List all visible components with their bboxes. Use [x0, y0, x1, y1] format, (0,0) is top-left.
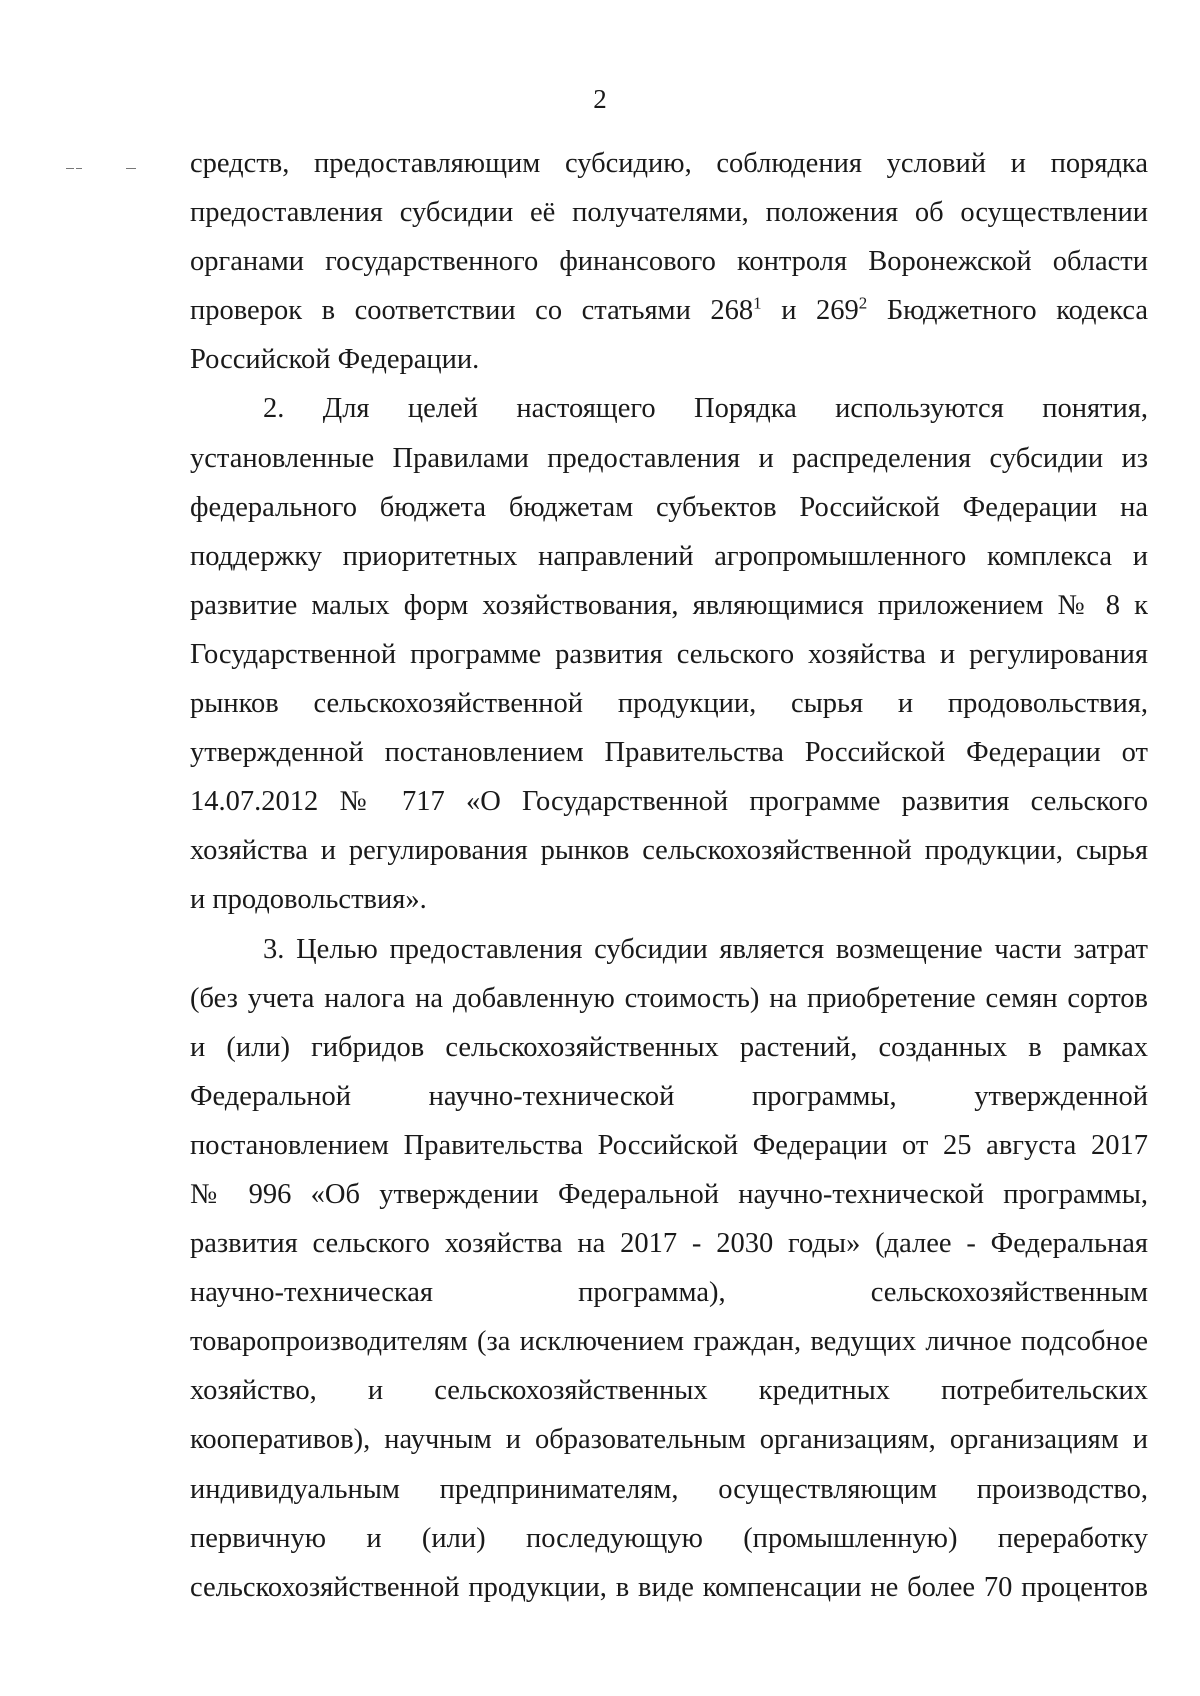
- text-line: проверок в соответствии со статьями $268^1$ и $269^2$ Бюджетного кодекса: [190, 293, 1148, 327]
- text-line: 14.07.2012 № 717 «О Государственной программе развития сельского: [190, 786, 1148, 818]
- document-body: [190, 139, 1148, 1612]
- text-line: (без учета налога на добавленную стоимость) на приобретение семян сортов: [190, 982, 1148, 1014]
- text-line: научно-техническая программа), сельскохозяйственным: [190, 1277, 1148, 1309]
- text-line: установленные Правилами предоставления и распределения субсидии из: [190, 442, 1148, 474]
- text-line: Государственной программе развития сельского хозяйства и регулирования: [190, 638, 1148, 670]
- text-line: 2. Для целей настоящего Порядка используются понятия,: [263, 393, 1148, 425]
- text-line: федерального бюджета бюджетам субъектов Российской Федерации на: [190, 491, 1148, 523]
- text-line: и (или) гибридов сельскохозяйственных растений, созданных в рамках: [190, 1031, 1148, 1063]
- text-line: постановлением Правительства Российской Федерации от 25 августа 2017: [190, 1129, 1148, 1161]
- text-line: и продовольствия».: [190, 884, 427, 916]
- text-line: первичную и (или) последующую (промышленную) переработку: [190, 1522, 1148, 1554]
- text-line: органами государственного финансового контроля Воронежской области: [190, 246, 1148, 278]
- text-line: предоставления субсидии её получателями, положения об осуществлении: [190, 197, 1148, 229]
- text-line: 3. Целью предоставления субсидии является возмещение части затрат: [263, 933, 1148, 965]
- text-line: поддержку приоритетных направлений агропромышленного комплекса и: [190, 540, 1148, 572]
- text-line: развитие малых форм хозяйствования, являющимися приложением № 8 к: [190, 589, 1148, 621]
- page-number: 2: [593, 84, 607, 114]
- text-line: товаропроизводителям (за исключением граждан, ведущих личное подсобное: [190, 1326, 1148, 1358]
- paragraph-2: [190, 384, 1148, 924]
- text-line: Федеральной научно-технической программы, утвержденной: [190, 1080, 1148, 1112]
- text-line: индивидуальным предпринимателям, осуществляющим производство,: [190, 1473, 1148, 1505]
- scan-artifact-mark: [66, 168, 148, 170]
- text-line: средств, предоставляющим субсидию, соблюдения условий и порядка: [190, 148, 1148, 179]
- paragraph-1: [190, 139, 1148, 384]
- text-line: № 996 «Об утверждении Федеральной научно-технической программы,: [190, 1178, 1148, 1210]
- text-line: кооперативов), научным и образовательным организациям, организациям и: [190, 1424, 1148, 1456]
- paragraph-3: [190, 925, 1148, 1612]
- text-line: рынков сельскохозяйственной продукции, сырья и продовольствия,: [190, 688, 1148, 720]
- text-line: Российской Федерации.: [190, 344, 480, 376]
- text-line: хозяйство, и сельскохозяйственных кредитных потребительских: [190, 1375, 1148, 1407]
- text-line: хозяйства и регулирования рынков сельскохозяйственной продукции, сырья: [190, 835, 1148, 867]
- text-line: сельскохозяйственной продукции, в виде компенсации не более 70 процентов: [190, 1571, 1148, 1603]
- text-line: утвержденной постановлением Правительства Российской Федерации от: [190, 737, 1148, 769]
- text-line: развития сельского хозяйства на 2017 - 2030 годы» (далее - Федеральная: [190, 1228, 1148, 1260]
